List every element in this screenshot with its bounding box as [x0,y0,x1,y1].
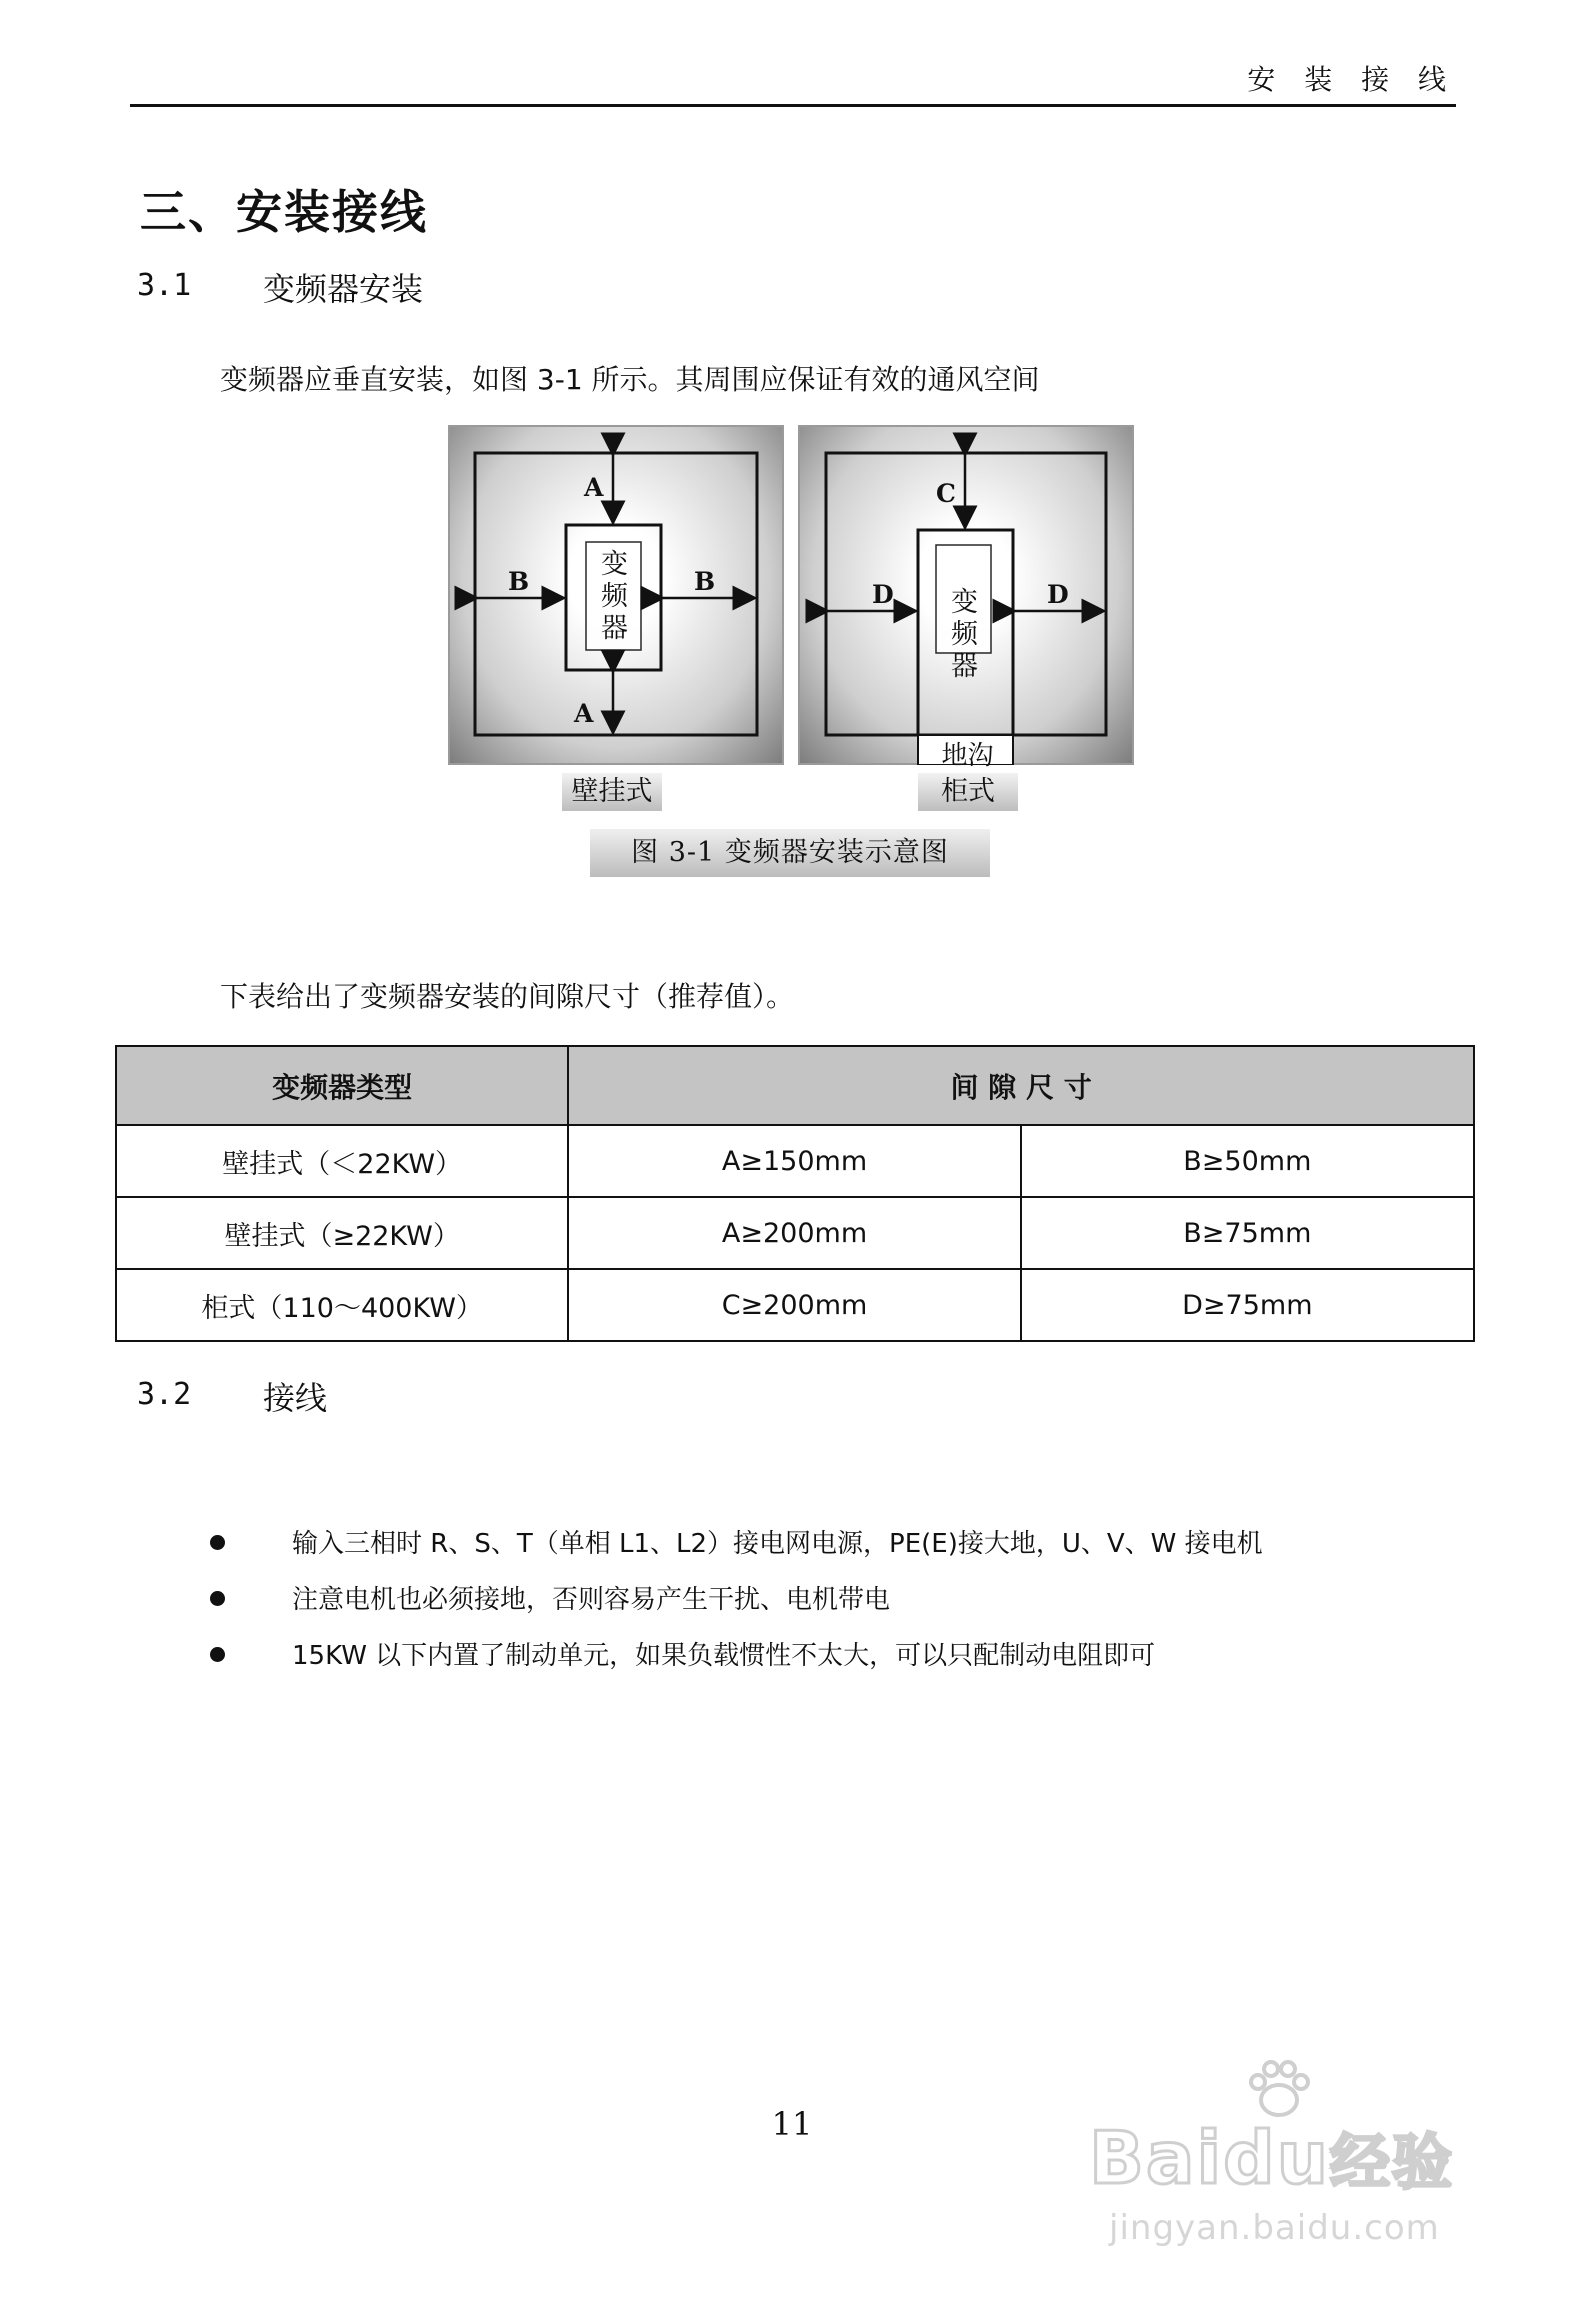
cabinet-device-label [936,587,993,683]
label-d-left: D [872,580,894,609]
bullet-dot [210,1535,225,1550]
table-header-row [116,1046,1474,1125]
table-row [116,1269,1474,1341]
bullet-item: 注意电机也必须接地，否则容易产生干扰、电机带电 [292,1585,891,1615]
cell-clearance-1: A≥200mm [568,1197,1020,1269]
clearance-table [115,1045,1475,1342]
running-header: 安 装 接 线 [1247,63,1456,96]
section-2-number: 3.2 [137,1377,192,1412]
header-rule [130,104,1456,107]
cell-type: 壁挂式（＜22KW） [116,1125,568,1197]
wall-device-label [586,549,643,645]
table-row [116,1197,1474,1269]
page-number: 11 [771,2105,813,2143]
watermark-brand-part2: du [1223,2116,1330,2200]
cell-clearance-1: A≥150mm [568,1125,1020,1197]
label-a-bottom: A [574,699,594,728]
section-1-title: 变频器安装 [263,270,424,308]
device-char: 频 [951,619,978,650]
wall-mount-diagram [448,425,784,765]
bullet-dot [210,1591,225,1606]
watermark-brand-part3: 经验 [1329,2128,1454,2198]
watermark-brand-part1: Bai [1089,2116,1224,2200]
cell-type: 柜式（110～400KW） [116,1269,568,1341]
cabinet-caption: 柜式 [918,773,1018,811]
bullet-dot [210,1647,225,1662]
header-type: 变频器类型 [116,1046,568,1125]
watermark-brand [1089,2115,1454,2201]
section-1-number: 3.1 [137,268,192,303]
cabinet-diagram [798,425,1134,771]
cell-clearance-2: B≥75mm [1021,1197,1474,1269]
trench-label: 地沟 [941,741,994,771]
wall-mount-caption: 壁挂式 [562,773,662,811]
cell-clearance-2: B≥50mm [1021,1125,1474,1197]
table-row [116,1125,1474,1197]
label-b-right: B [694,567,716,596]
device-char: 器 [951,651,978,682]
figure-caption: 图 3-1 变频器安装示意图 [590,829,990,877]
intro-paragraph: 变频器应垂直安装，如图 3-1 所示。其周围应保证有效的通风空间 [220,363,1040,396]
cell-type: 壁挂式（≥22KW） [116,1197,568,1269]
label-d-right: D [1047,580,1069,609]
device-char: 变 [601,549,628,580]
cell-clearance-1: C≥200mm [568,1269,1020,1341]
cell-clearance-2: D≥75mm [1021,1269,1474,1341]
table-intro: 下表给出了变频器安装的间隙尺寸（推荐值）。 [220,980,795,1013]
section-2-title: 接线 [263,1379,328,1417]
device-char: 器 [601,613,628,644]
device-char: 变 [951,587,978,618]
installation-figure [440,425,1140,885]
baidu-watermark [1069,2060,1489,2250]
label-c-top: C [936,479,956,508]
label-b-left: B [508,567,530,596]
device-char: 频 [601,581,628,612]
bullet-item: 15KW 以下内置了制动单元，如果负载惯性不太大，可以只配制动电阻即可 [292,1641,1156,1671]
header-clearance: 间 隙 尺 寸 [568,1046,1474,1125]
label-a-top: A [584,473,604,502]
bullet-item: 输入三相时 R、S、T（单相 L1、L2）接电网电源，PE(E)接大地，U、V、W 接电机 [292,1529,1263,1559]
chapter-title: 三、安装接线 [140,185,428,239]
watermark-url: jingyan.baidu.com [1109,2208,1440,2248]
paw-logo-icon [1244,2060,1314,2120]
